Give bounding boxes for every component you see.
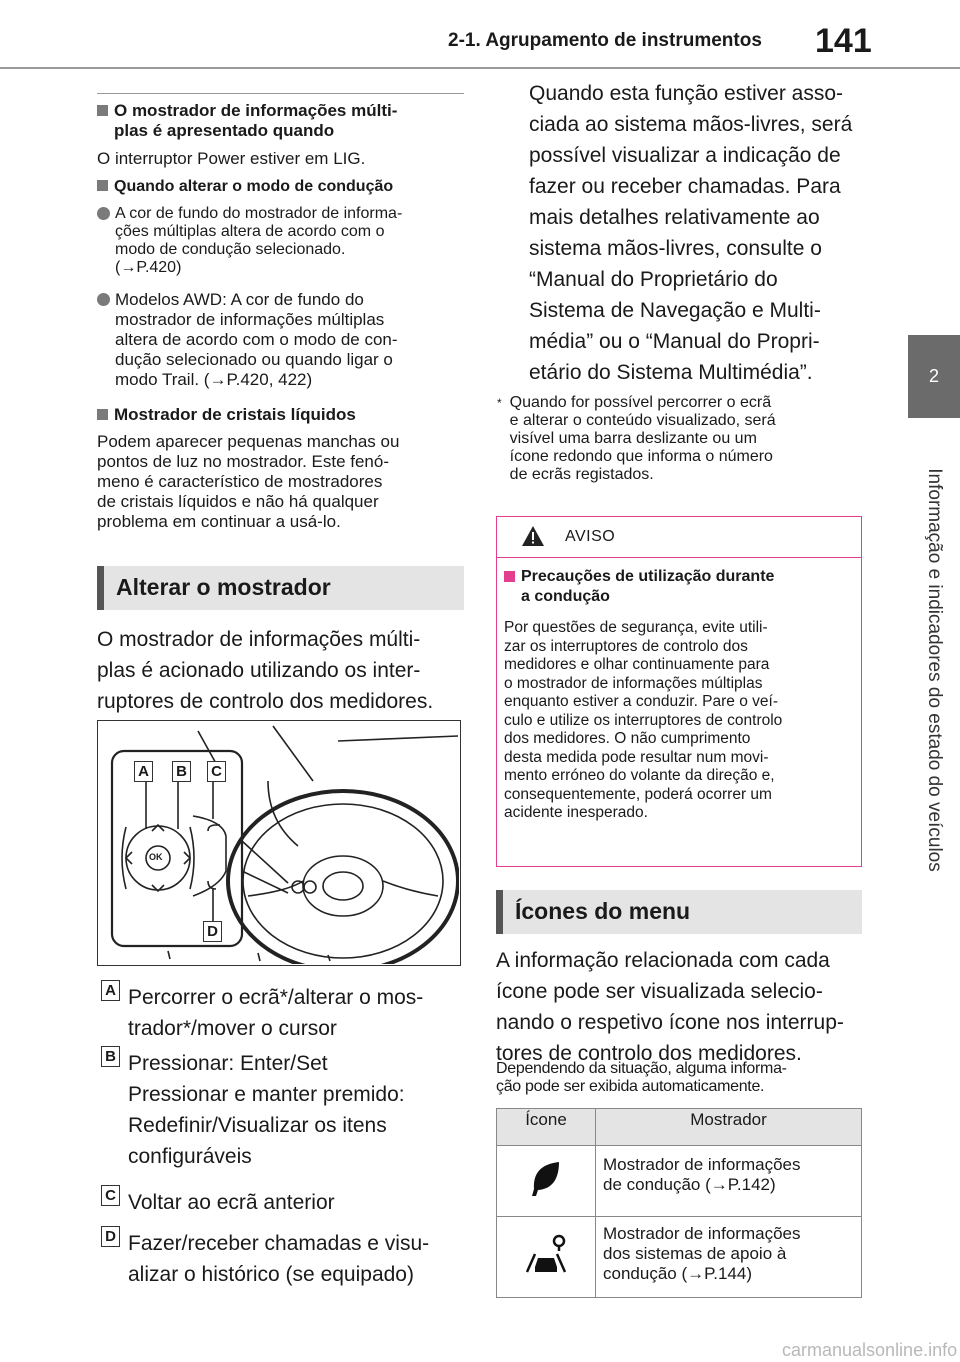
definition-d [101,1228,429,1290]
def-text: Pressionar: Enter/Set Pressionar e manter premido: Redefinir/Visualizar os itens configuráveis [128,1052,405,1168]
warning-box [496,516,862,867]
column-header: Mostrador [596,1109,862,1146]
def-key: B [101,1046,120,1067]
column-header: Ícone [497,1109,596,1146]
icon-cell [497,1146,596,1217]
footnote [497,394,776,484]
footnote-mark: * [497,396,502,410]
driving-assist-icon [523,1234,569,1276]
label-c: C [207,761,226,782]
header-rule [0,67,960,69]
heading-lcd [97,405,356,425]
square-bullet-icon [97,409,108,420]
leaf-icon [529,1159,563,1199]
steering-wheel-illustration [98,721,459,964]
definition-c [101,1187,335,1218]
def-text: Voltar ao ecrã anterior [128,1191,335,1214]
paragraph: O mostrador de informações múlti- plas é acionado utilizando os inter- ruptores de controlo dos medidores. [97,628,434,713]
section-title-bar: Ícones do menu [496,890,862,934]
warning-text: Por questões de segurança, evite utili- zar os interruptores de controlo dos medidores e olhar continuamente para o mostrador de informações múltiplas enquanto estiver a conduzir. Pare o veí- culo e utilize os interruptores de controlo dos medidores. O não cumprimento desta medida pode resultar num movi- mento erróneo do volante da direção e, consequentemente, poderá ocorrer um acidente inesperado. [504,619,783,821]
round-bullet-icon [97,293,110,306]
def-text: Fazer/receber chamadas e visu- alizar o histórico (se equipado) [128,1232,430,1286]
section-header: 2-1. Agrupamento de instrumentos [448,30,762,51]
square-bullet-icon [97,180,108,191]
paragraph: A informação relacionada com cada ícone pode ser visualizada selecio- nando o respetivo ícone nos interrup- tores de controlo dos medidores. [496,949,844,1065]
definition-b [101,1048,405,1172]
page-number: 141 [815,22,872,60]
definition-a [101,982,423,1044]
def-key: D [101,1226,120,1247]
heading-text: Mostrador de cristais líquidos [114,405,356,424]
table-row [497,1146,862,1217]
bullet-text: A cor de fundo do mostrador de informa- ções múltiplas altera de acordo com o modo de condução selecionado. (→P.420) [115,205,403,276]
paragraph-continued: Quando esta função estiver asso- ciada ao sistema mãos-livres, será possível visualizar a indicação de fazer ou receber chamadas. Para mais detalhes relativamente ao sistema mãos-livres, consulte o “Manual do Proprietário do Sistema de Navegação e Multi- média” ou o “Manual do Propri- etário do Sistema Multimédia”. [529,82,853,384]
watermark: carmanualsonline.info [782,1340,958,1360]
steering-switch-diagram [97,720,461,966]
def-key: A [101,980,120,1001]
footnote-text: Quando for possível percorrer o ecrã e alterar o conteúdo visualizado, será visível uma barra deslizante ou um ícone redondo que informa o número de ecrãs registados. [509,394,776,483]
ok-button-label: OK [149,852,163,862]
chapter-side-label [908,420,960,920]
icon-cell [497,1217,596,1298]
paragraph-small: Dependendo da situação, alguma informa- ção pode ser exibida automaticamente. [496,1060,787,1095]
round-bullet-icon [97,207,110,220]
table-header-row [497,1109,862,1146]
table-row [497,1217,862,1298]
def-key: C [101,1185,120,1206]
warning-title: AVISO [565,528,616,545]
divider [97,93,464,94]
chapter-tab: 2 [908,335,960,418]
section-title-bar: Alterar o mostrador [97,566,464,610]
menu-icons-table [496,1108,862,1298]
bullet-item [97,205,467,277]
heading-display-shown [97,101,467,141]
warning-header [497,517,861,558]
label-d: D [203,921,222,942]
def-text: Percorrer o ecrã*/alterar o mos- trador*/mover o cursor [128,986,424,1040]
heading-drive-mode [97,177,393,197]
warning-triangle-icon [521,525,545,547]
bullet-item [97,290,467,390]
label-b: B [172,761,191,782]
paragraph: Podem aparecer pequenas manchas ou pontos de luz no mostrador. Este fenó- meno é característico de mostradores de cristais líquidos e não há qualquer problema em continuar a usá-lo. [97,432,400,531]
square-bullet-icon [504,571,515,582]
bullet-text: Modelos AWD: A cor de fundo do mostrador de informações múltiplas altera de acordo com o modo de con- dução selecionado ou quando ligar o modo Trail. (→P.420, 422) [115,290,398,389]
description-cell: Mostrador de informações de condução (→P.142) [596,1146,862,1217]
label-a: A [134,761,153,782]
chapter-title: Informação e indicadores do estado do veículos [924,468,945,872]
heading-text: Precauções de utilização durante a condução [521,568,775,605]
heading-text: O mostrador de informações múlti- plas é apresentado quando [114,101,398,140]
warning-heading [504,567,774,607]
square-bullet-icon [97,105,108,116]
paragraph: O interruptor Power estiver em LIG. [97,149,366,168]
description-cell: Mostrador de informações dos sistemas de apoio à condução (→P.144) [596,1217,862,1298]
heading-text: Quando alterar o modo de condução [114,178,394,195]
